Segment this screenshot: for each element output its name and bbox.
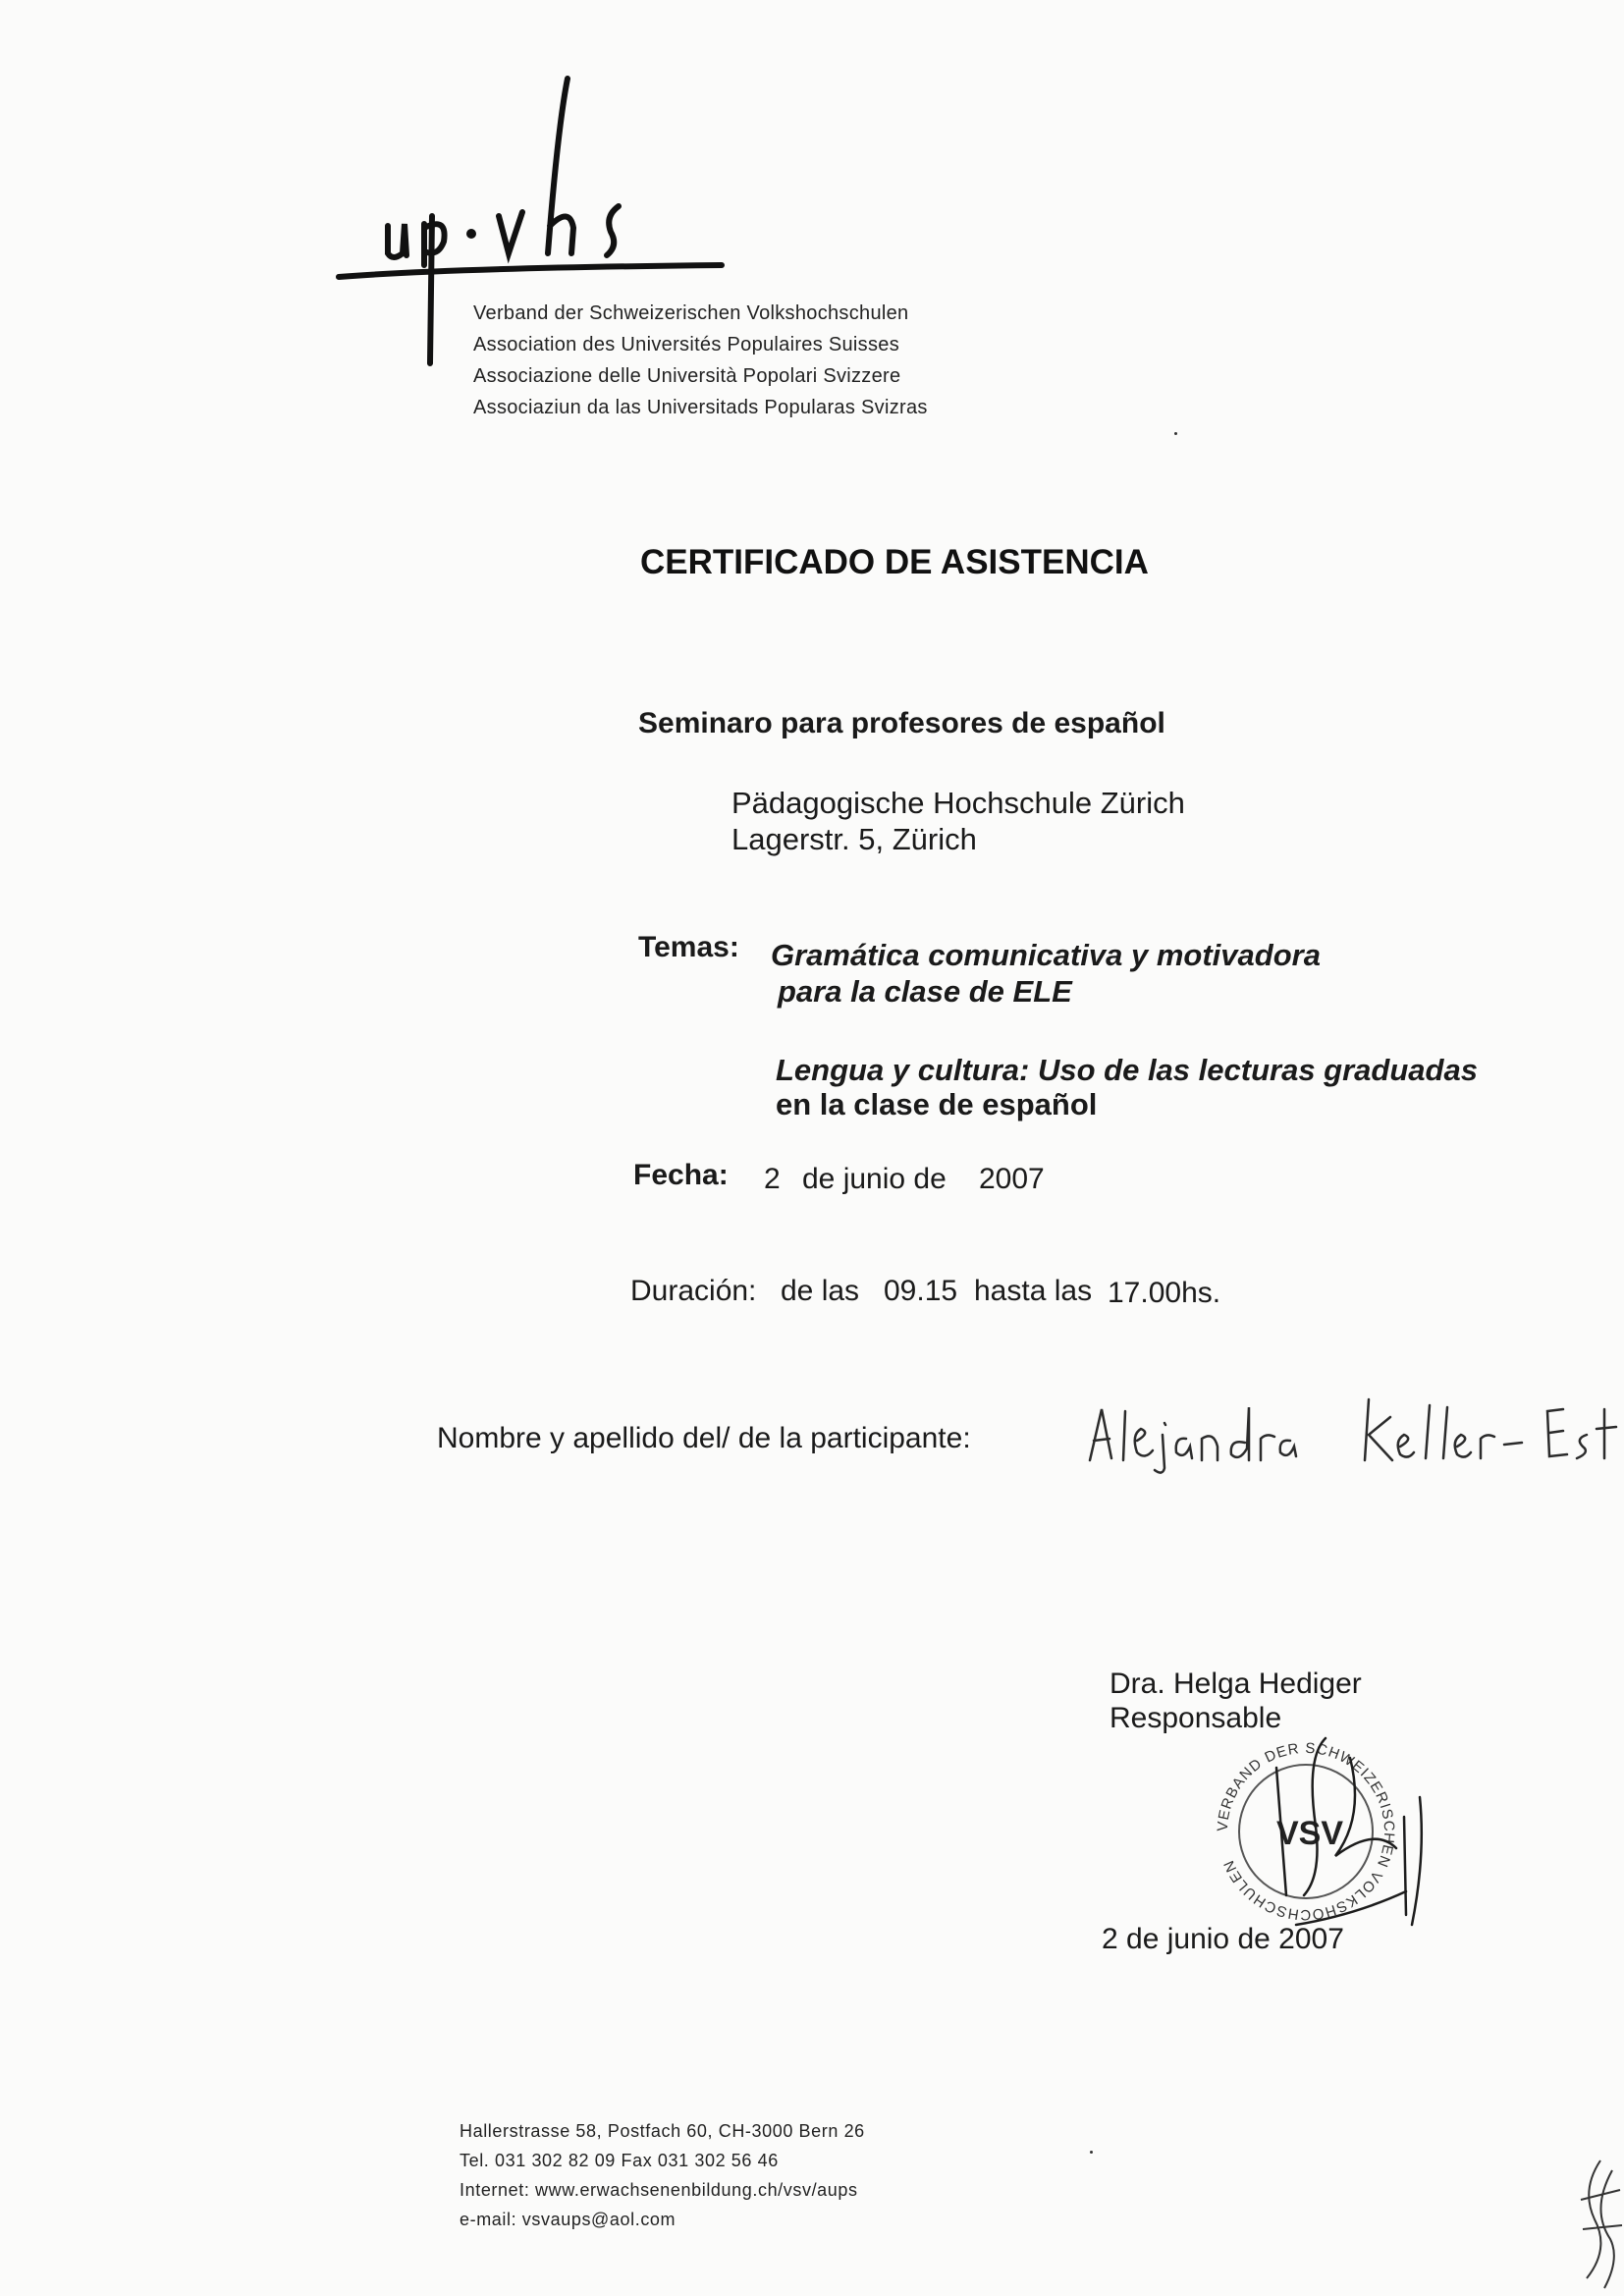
duration-from-text: de las [781,1275,860,1307]
topic-2-line-1: Lengua y cultura: Uso de las lecturas graduadas [776,1053,1478,1087]
duration-to-text: hasta las [974,1275,1093,1307]
footer-phone: Tel. 031 302 82 09 Fax 031 302 56 46 [460,2151,779,2170]
date-year: 2007 [979,1163,1045,1195]
duration-end: 17.00hs. [1108,1277,1221,1309]
date-label: Fecha: [633,1159,729,1191]
footer-email: e-mail: vsvaups@aol.com [460,2210,677,2229]
venue-street: Lagerstr. 5, Zürich [731,822,977,856]
svg-text:VERBAND DER SCHWEIZERISCHEN VO: VERBAND DER SCHWEIZERISCHEN VOLKSHOCHSCHULEN [1214,1739,1398,1924]
date-day: 2 [764,1163,781,1195]
org-name-de: Verband der Schweizerischen Volkshochschulen [473,302,909,324]
participant-name-handwritten [1080,1370,1624,1478]
topic-1-line-2: para la clase de ELE [778,974,1072,1009]
up-vhs-logo [334,69,727,373]
topics-label: Temas: [638,931,739,963]
duration-start: 09.15 [884,1275,958,1307]
signature-date: 2 de junio de 2007 [1102,1923,1344,1955]
signatory-role: Responsable [1110,1702,1282,1734]
topic-2-line-2: en la clase de español [776,1087,1098,1121]
stamp-center-text: VSV [1276,1815,1344,1852]
corner-stamp-fragment-icon [1561,2131,1624,2296]
participant-label: Nombre y apellido del/ de la participante: [437,1422,971,1454]
org-name-rm: Associaziun da las Universitads Popularas Svizras [473,397,928,418]
scan-speck [1174,432,1177,435]
footer-internet: Internet: www.erwachsenenbildung.ch/vsv/aups [460,2180,858,2200]
org-name-it: Associazione delle Università Popolari Svizzere [473,365,901,387]
date-month: de junio de [802,1163,947,1195]
signatory-name: Dra. Helga Hediger [1110,1667,1362,1700]
venue-name: Pädagogische Hochschule Zürich [731,786,1185,820]
topic-1-line-1: Gramática comunicativa y motivadora [771,938,1321,972]
certificate-title: CERTIFICADO DE ASISTENCIA [640,543,1149,581]
scan-speck [1090,2151,1093,2154]
footer-address: Hallerstrasse 58, Postfach 60, CH-3000 Bern 26 [460,2121,865,2141]
duration-label: Duración: [630,1275,757,1307]
org-name-fr: Association des Universités Populaires Suisses [473,334,899,355]
seminar-title: Seminaro para profesores de español [638,707,1165,739]
